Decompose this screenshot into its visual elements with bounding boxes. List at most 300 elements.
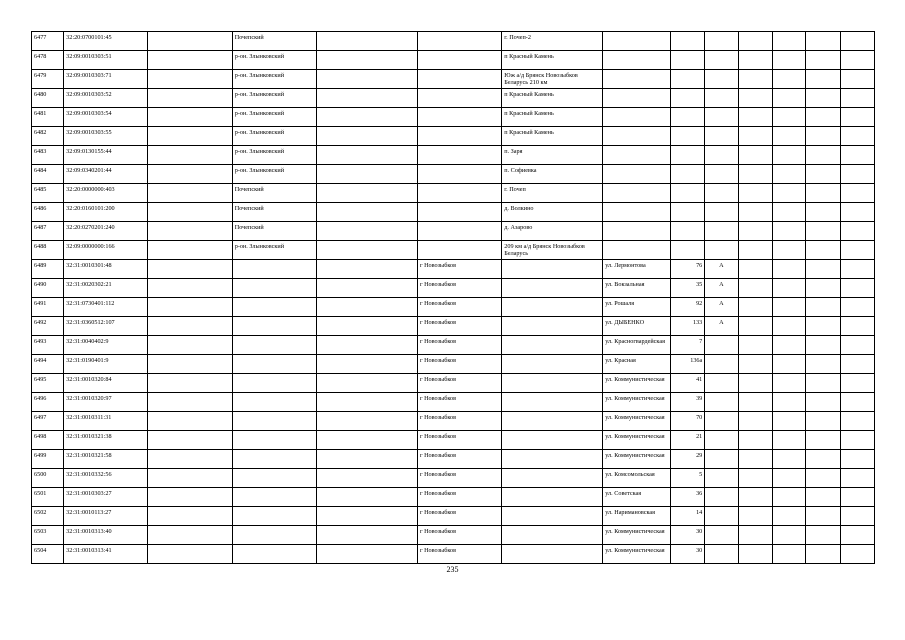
house-number-cell: 35 <box>670 279 704 298</box>
house-letter-cell: А <box>705 260 738 279</box>
settlement-cell <box>417 108 501 127</box>
empty-cell <box>148 70 232 89</box>
empty-cell <box>148 469 232 488</box>
locality-cell <box>502 469 603 488</box>
cadastral-number-cell: 32:20:0270201:240 <box>64 222 148 241</box>
house-number-cell: 30 <box>670 526 704 545</box>
house-letter-cell <box>705 450 738 469</box>
empty-cell <box>806 545 840 564</box>
row-number-cell: 6502 <box>32 507 64 526</box>
row-number-cell: 6480 <box>32 89 64 108</box>
empty-cell <box>806 241 840 260</box>
empty-cell <box>738 412 772 431</box>
empty-cell <box>840 355 874 374</box>
empty-cell <box>317 89 418 108</box>
empty-cell <box>772 241 805 260</box>
empty-cell <box>148 488 232 507</box>
house-number-cell <box>670 184 704 203</box>
empty-cell <box>840 184 874 203</box>
empty-cell <box>772 488 805 507</box>
settlement-cell <box>417 32 501 51</box>
house-letter-cell <box>705 127 738 146</box>
empty-cell <box>738 241 772 260</box>
cadastral-number-cell: 32:20:0000000:403 <box>64 184 148 203</box>
empty-cell <box>840 526 874 545</box>
empty-cell <box>317 51 418 70</box>
street-cell <box>603 241 671 260</box>
house-letter-cell: А <box>705 298 738 317</box>
settlement-cell <box>417 70 501 89</box>
settlement-cell <box>417 241 501 260</box>
empty-cell <box>806 51 840 70</box>
empty-cell <box>738 260 772 279</box>
district-cell <box>232 298 316 317</box>
settlement-cell <box>417 222 501 241</box>
settlement-cell: г Новозыбков <box>417 488 501 507</box>
empty-cell <box>738 51 772 70</box>
street-cell: ул. Советская <box>603 488 671 507</box>
district-cell: р-он. Злынковский <box>232 89 316 108</box>
empty-cell <box>317 507 418 526</box>
cadastral-number-cell: 32:31:0020302:21 <box>64 279 148 298</box>
house-letter-cell <box>705 146 738 165</box>
empty-cell <box>317 241 418 260</box>
locality-cell <box>502 526 603 545</box>
house-number-cell: 21 <box>670 431 704 450</box>
district-cell <box>232 355 316 374</box>
empty-cell <box>317 108 418 127</box>
empty-cell <box>840 70 874 89</box>
locality-cell <box>502 355 603 374</box>
settlement-cell: г Новозыбков <box>417 450 501 469</box>
cadastral-number-cell: 32:31:0010320:84 <box>64 374 148 393</box>
empty-cell <box>148 241 232 260</box>
locality-cell <box>502 298 603 317</box>
empty-cell <box>840 165 874 184</box>
empty-cell <box>806 127 840 146</box>
locality-cell <box>502 336 603 355</box>
house-letter-cell <box>705 374 738 393</box>
house-number-cell: 5 <box>670 469 704 488</box>
empty-cell <box>806 393 840 412</box>
empty-cell <box>806 507 840 526</box>
district-cell: р-он. Злынковский <box>232 51 316 70</box>
house-letter-cell: А <box>705 317 738 336</box>
row-number-cell: 6479 <box>32 70 64 89</box>
empty-cell <box>806 32 840 51</box>
empty-cell <box>317 165 418 184</box>
house-number-cell <box>670 32 704 51</box>
district-cell <box>232 279 316 298</box>
house-number-cell <box>670 203 704 222</box>
locality-cell: п Красный Камень <box>502 51 603 70</box>
table-row <box>32 298 875 317</box>
settlement-cell <box>417 146 501 165</box>
empty-cell <box>148 146 232 165</box>
table-body <box>32 32 875 564</box>
cadastral-number-cell: 32:31:0730401:112 <box>64 298 148 317</box>
street-cell: ул. Коммунистическая <box>603 412 671 431</box>
row-number-cell: 6489 <box>32 260 64 279</box>
house-number-cell: 41 <box>670 374 704 393</box>
empty-cell <box>148 32 232 51</box>
district-cell <box>232 507 316 526</box>
empty-cell <box>806 317 840 336</box>
empty-cell <box>806 488 840 507</box>
empty-cell <box>738 146 772 165</box>
empty-cell <box>738 336 772 355</box>
table-row <box>32 431 875 450</box>
empty-cell <box>738 165 772 184</box>
house-number-cell <box>670 51 704 70</box>
empty-cell <box>317 526 418 545</box>
empty-cell <box>738 127 772 146</box>
empty-cell <box>806 450 840 469</box>
empty-cell <box>840 241 874 260</box>
settlement-cell: г Новозыбков <box>417 355 501 374</box>
cadastral-number-cell: 32:09:0010303:71 <box>64 70 148 89</box>
district-cell: Почепский <box>232 222 316 241</box>
cadastral-number-cell: 32:31:0190401:9 <box>64 355 148 374</box>
empty-cell <box>317 32 418 51</box>
empty-cell <box>738 545 772 564</box>
house-number-cell <box>670 127 704 146</box>
district-cell <box>232 488 316 507</box>
cadastral-number-cell: 32:09:0130155:44 <box>64 146 148 165</box>
house-number-cell: 7 <box>670 336 704 355</box>
district-cell <box>232 545 316 564</box>
empty-cell <box>806 336 840 355</box>
locality-cell: г. Почеп <box>502 184 603 203</box>
empty-cell <box>806 431 840 450</box>
locality-cell: п Красный Камень <box>502 89 603 108</box>
empty-cell <box>738 184 772 203</box>
empty-cell <box>148 184 232 203</box>
street-cell: ул. Коммунистическая <box>603 393 671 412</box>
settlement-cell: г Новозыбков <box>417 412 501 431</box>
house-letter-cell <box>705 203 738 222</box>
empty-cell <box>317 545 418 564</box>
empty-cell <box>806 279 840 298</box>
table-row <box>32 393 875 412</box>
settlement-cell: г Новозыбков <box>417 507 501 526</box>
empty-cell <box>772 89 805 108</box>
settlement-cell: г Новозыбков <box>417 469 501 488</box>
house-number-cell: 76 <box>670 260 704 279</box>
table-row <box>32 469 875 488</box>
house-letter-cell <box>705 222 738 241</box>
empty-cell <box>738 203 772 222</box>
cadastral-number-cell: 32:31:0360512:107 <box>64 317 148 336</box>
empty-cell <box>738 279 772 298</box>
house-letter-cell <box>705 184 738 203</box>
house-number-cell: 39 <box>670 393 704 412</box>
empty-cell <box>317 146 418 165</box>
settlement-cell <box>417 184 501 203</box>
house-number-cell: 92 <box>670 298 704 317</box>
empty-cell <box>148 279 232 298</box>
empty-cell <box>317 374 418 393</box>
cadastral-number-cell: 32:09:0010303:55 <box>64 127 148 146</box>
district-cell <box>232 374 316 393</box>
empty-cell <box>317 469 418 488</box>
empty-cell <box>148 165 232 184</box>
empty-cell <box>148 393 232 412</box>
house-number-cell: 29 <box>670 450 704 469</box>
registry-table <box>31 31 875 564</box>
empty-cell <box>772 108 805 127</box>
empty-cell <box>772 545 805 564</box>
house-number-cell: 70 <box>670 412 704 431</box>
settlement-cell: г Новозыбков <box>417 393 501 412</box>
row-number-cell: 6481 <box>32 108 64 127</box>
page-number: 235 <box>446 565 459 574</box>
empty-cell <box>840 203 874 222</box>
district-cell: р-он. Злынковский <box>232 70 316 89</box>
street-cell: ул. Вокзальная <box>603 279 671 298</box>
house-number-cell <box>670 70 704 89</box>
empty-cell <box>317 184 418 203</box>
empty-cell <box>738 298 772 317</box>
cadastral-number-cell: 32:31:0010113:27 <box>64 507 148 526</box>
house-number-cell <box>670 165 704 184</box>
empty-cell <box>148 108 232 127</box>
row-number-cell: 6501 <box>32 488 64 507</box>
table-row <box>32 545 875 564</box>
empty-cell <box>317 431 418 450</box>
locality-cell: 209 км а/д Брянск Новозыбков Беларусь <box>502 241 603 260</box>
empty-cell <box>772 51 805 70</box>
empty-cell <box>738 108 772 127</box>
empty-cell <box>148 355 232 374</box>
house-number-cell <box>670 241 704 260</box>
row-number-cell: 6497 <box>32 412 64 431</box>
empty-cell <box>738 469 772 488</box>
empty-cell <box>840 279 874 298</box>
locality-cell <box>502 450 603 469</box>
cadastral-number-cell: 32:31:0010313:41 <box>64 545 148 564</box>
district-cell <box>232 260 316 279</box>
locality-cell <box>502 393 603 412</box>
district-cell: р-он. Злынковский <box>232 146 316 165</box>
street-cell <box>603 108 671 127</box>
locality-cell <box>502 431 603 450</box>
district-cell <box>232 336 316 355</box>
settlement-cell <box>417 127 501 146</box>
empty-cell <box>840 431 874 450</box>
table-row <box>32 32 875 51</box>
house-letter-cell <box>705 336 738 355</box>
empty-cell <box>317 127 418 146</box>
house-letter-cell <box>705 51 738 70</box>
cadastral-number-cell: 32:31:0010303:27 <box>64 488 148 507</box>
empty-cell <box>317 450 418 469</box>
cadastral-number-cell: 32:09:0010303:52 <box>64 89 148 108</box>
house-number-cell: 30 <box>670 545 704 564</box>
empty-cell <box>806 70 840 89</box>
empty-cell <box>840 127 874 146</box>
empty-cell <box>840 545 874 564</box>
house-letter-cell <box>705 393 738 412</box>
settlement-cell <box>417 203 501 222</box>
empty-cell <box>148 89 232 108</box>
locality-cell: д. Волкино <box>502 203 603 222</box>
house-number-cell: 136а <box>670 355 704 374</box>
empty-cell <box>772 146 805 165</box>
empty-cell <box>772 184 805 203</box>
house-letter-cell <box>705 469 738 488</box>
house-number-cell <box>670 108 704 127</box>
row-number-cell: 6478 <box>32 51 64 70</box>
empty-cell <box>806 374 840 393</box>
empty-cell <box>317 412 418 431</box>
locality-cell: п Красный Камень <box>502 127 603 146</box>
table-row <box>32 507 875 526</box>
empty-cell <box>738 317 772 336</box>
empty-cell <box>806 108 840 127</box>
district-cell <box>232 526 316 545</box>
empty-cell <box>840 469 874 488</box>
cadastral-number-cell: 32:09:0340201:44 <box>64 165 148 184</box>
district-cell <box>232 393 316 412</box>
empty-cell <box>317 393 418 412</box>
street-cell: ул. Коммунистическая <box>603 545 671 564</box>
house-letter-cell <box>705 545 738 564</box>
empty-cell <box>772 70 805 89</box>
cadastral-number-cell: 32:31:0010311:31 <box>64 412 148 431</box>
empty-cell <box>806 298 840 317</box>
empty-cell <box>772 412 805 431</box>
empty-cell <box>772 393 805 412</box>
empty-cell <box>148 526 232 545</box>
row-number-cell: 6496 <box>32 393 64 412</box>
table-row <box>32 317 875 336</box>
table-row <box>32 146 875 165</box>
empty-cell <box>772 165 805 184</box>
empty-cell <box>840 393 874 412</box>
settlement-cell: г Новозыбков <box>417 298 501 317</box>
table-row <box>32 165 875 184</box>
table-row <box>32 184 875 203</box>
house-number-cell: 36 <box>670 488 704 507</box>
empty-cell <box>806 412 840 431</box>
cadastral-number-cell: 32:20:0700101:45 <box>64 32 148 51</box>
empty-cell <box>148 260 232 279</box>
table-row <box>32 374 875 393</box>
district-cell <box>232 317 316 336</box>
row-number-cell: 6487 <box>32 222 64 241</box>
locality-cell: п. Заря <box>502 146 603 165</box>
empty-cell <box>148 127 232 146</box>
table-row <box>32 241 875 260</box>
empty-cell <box>317 70 418 89</box>
empty-cell <box>840 89 874 108</box>
empty-cell <box>840 108 874 127</box>
street-cell <box>603 70 671 89</box>
empty-cell <box>806 355 840 374</box>
locality-cell <box>502 545 603 564</box>
street-cell <box>603 32 671 51</box>
empty-cell <box>148 222 232 241</box>
empty-cell <box>317 355 418 374</box>
empty-cell <box>806 89 840 108</box>
empty-cell <box>772 336 805 355</box>
house-number-cell: 14 <box>670 507 704 526</box>
settlement-cell: г Новозыбков <box>417 260 501 279</box>
empty-cell <box>317 298 418 317</box>
empty-cell <box>772 298 805 317</box>
empty-cell <box>148 374 232 393</box>
empty-cell <box>840 374 874 393</box>
district-cell <box>232 412 316 431</box>
locality-cell: п Красный Камень <box>502 108 603 127</box>
empty-cell <box>772 317 805 336</box>
empty-cell <box>772 279 805 298</box>
table-row <box>32 203 875 222</box>
street-cell: ул. Коммунистическая <box>603 431 671 450</box>
empty-cell <box>840 32 874 51</box>
table-row <box>32 526 875 545</box>
house-letter-cell <box>705 507 738 526</box>
settlement-cell <box>417 165 501 184</box>
empty-cell <box>317 260 418 279</box>
house-letter-cell <box>705 488 738 507</box>
table-row <box>32 279 875 298</box>
row-number-cell: 6485 <box>32 184 64 203</box>
empty-cell <box>840 51 874 70</box>
cadastral-number-cell: 32:09:0010303:54 <box>64 108 148 127</box>
cadastral-number-cell: 32:31:0010321:38 <box>64 431 148 450</box>
row-number-cell: 6498 <box>32 431 64 450</box>
street-cell <box>603 203 671 222</box>
empty-cell <box>148 545 232 564</box>
empty-cell <box>738 70 772 89</box>
street-cell: ул. Коммунистическая <box>603 374 671 393</box>
empty-cell <box>148 336 232 355</box>
street-cell <box>603 51 671 70</box>
empty-cell <box>840 298 874 317</box>
cadastral-number-cell: 32:31:0010313:40 <box>64 526 148 545</box>
empty-cell <box>317 488 418 507</box>
street-cell: ул. Рошаля <box>603 298 671 317</box>
settlement-cell: г Новозыбков <box>417 545 501 564</box>
table-row <box>32 70 875 89</box>
empty-cell <box>772 32 805 51</box>
district-cell: Почепский <box>232 184 316 203</box>
empty-cell <box>806 526 840 545</box>
street-cell <box>603 146 671 165</box>
empty-cell <box>806 260 840 279</box>
settlement-cell: г Новозыбков <box>417 279 501 298</box>
empty-cell <box>806 165 840 184</box>
cadastral-number-cell: 32:31:0010320:97 <box>64 393 148 412</box>
empty-cell <box>148 203 232 222</box>
table-row <box>32 412 875 431</box>
empty-cell <box>317 222 418 241</box>
empty-cell <box>840 336 874 355</box>
table-row <box>32 336 875 355</box>
street-cell: ул. Красногвардейская <box>603 336 671 355</box>
row-number-cell: 6477 <box>32 32 64 51</box>
cadastral-number-cell: 32:09:0010303:51 <box>64 51 148 70</box>
locality-cell: г. Почеп-2 <box>502 32 603 51</box>
empty-cell <box>148 431 232 450</box>
empty-cell <box>738 507 772 526</box>
house-letter-cell <box>705 165 738 184</box>
row-number-cell: 6491 <box>32 298 64 317</box>
house-number-cell <box>670 146 704 165</box>
empty-cell <box>806 203 840 222</box>
